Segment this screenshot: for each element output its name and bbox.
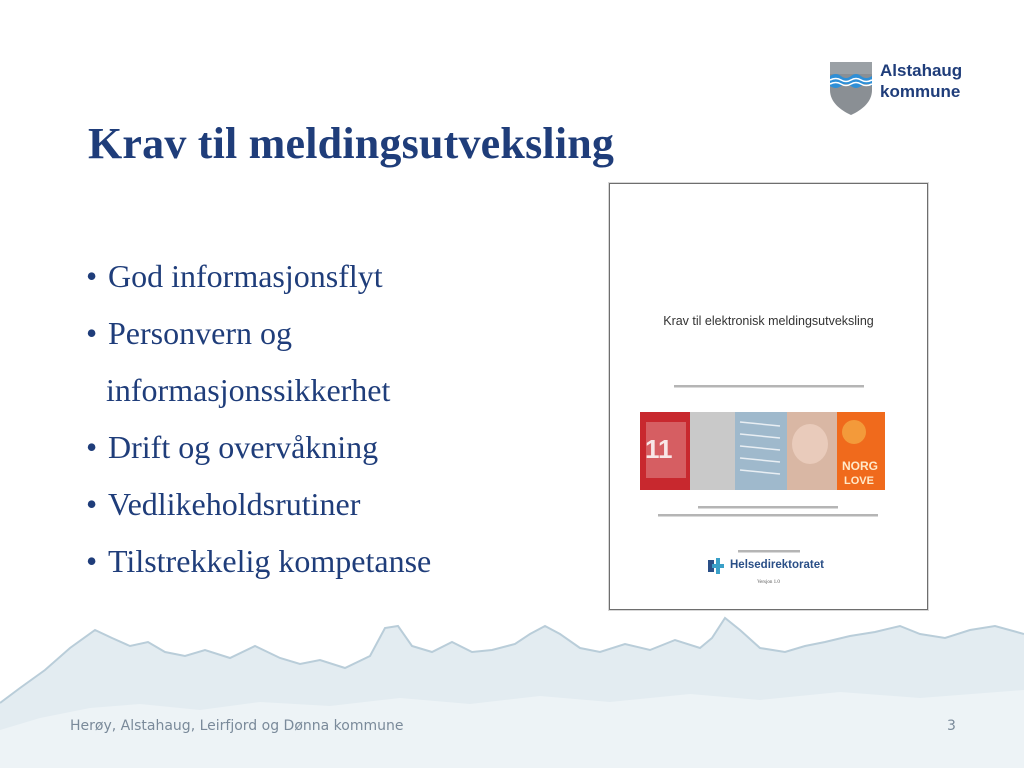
bullet-dot: •	[86, 543, 98, 579]
bullet-item	[86, 248, 586, 305]
document-photo-strip	[640, 412, 885, 490]
bullet-item	[86, 419, 586, 476]
document-thumbnail	[609, 183, 928, 610]
helsedirektoratet-icon	[708, 558, 726, 574]
bullet-dot: •	[86, 429, 98, 465]
bullet-dot: •	[86, 315, 98, 351]
footer-text: Herøy, Alstahaug, Leirfjord og Dønna kommune	[70, 718, 404, 734]
bullet-item	[86, 533, 586, 590]
document-guide-lines	[610, 504, 927, 524]
svg-text:11: 11	[645, 434, 673, 464]
document-version: Versjon 1.0	[757, 580, 780, 585]
logo-line-2: kommune	[880, 82, 961, 101]
mountain-silhouette	[0, 608, 1024, 768]
publisher-logo	[708, 558, 838, 576]
shield-icon	[828, 60, 874, 116]
bullet-list	[86, 248, 586, 590]
photo-collage	[640, 412, 885, 490]
bullet-dot: •	[86, 486, 98, 522]
bullet-text: Drift og overvåkning	[108, 429, 379, 465]
bullet-continuation	[86, 362, 586, 419]
document-by-line	[610, 548, 927, 556]
bullet-item	[86, 305, 586, 362]
bullet-text: Vedlikeholdsrutiner	[108, 486, 361, 522]
logo-text	[880, 60, 962, 102]
publisher-name: Helsedirektoratet	[730, 559, 824, 571]
svg-text:NORG: NORG	[842, 459, 878, 473]
bullet-dot: •	[86, 258, 98, 294]
bullet-text: informasjonssikkerhet	[106, 372, 391, 408]
bullet-text: Tilstrekkelig kompetanse	[108, 543, 432, 579]
slide-title: Krav til meldingsutveksling	[88, 119, 615, 168]
page-number: 3	[947, 718, 956, 734]
bullet-text: Personvern og	[108, 315, 292, 351]
svg-text:LOVE: LOVE	[844, 475, 874, 487]
logo-line-1: Alstahaug	[880, 61, 963, 80]
logo	[828, 60, 988, 118]
bullet-item	[86, 476, 586, 533]
document-title: Krav til elektronisk meldingsutveksling	[663, 314, 874, 328]
document-subtitle-lines	[610, 383, 927, 391]
bullet-text: God informasjonsflyt	[108, 258, 383, 294]
